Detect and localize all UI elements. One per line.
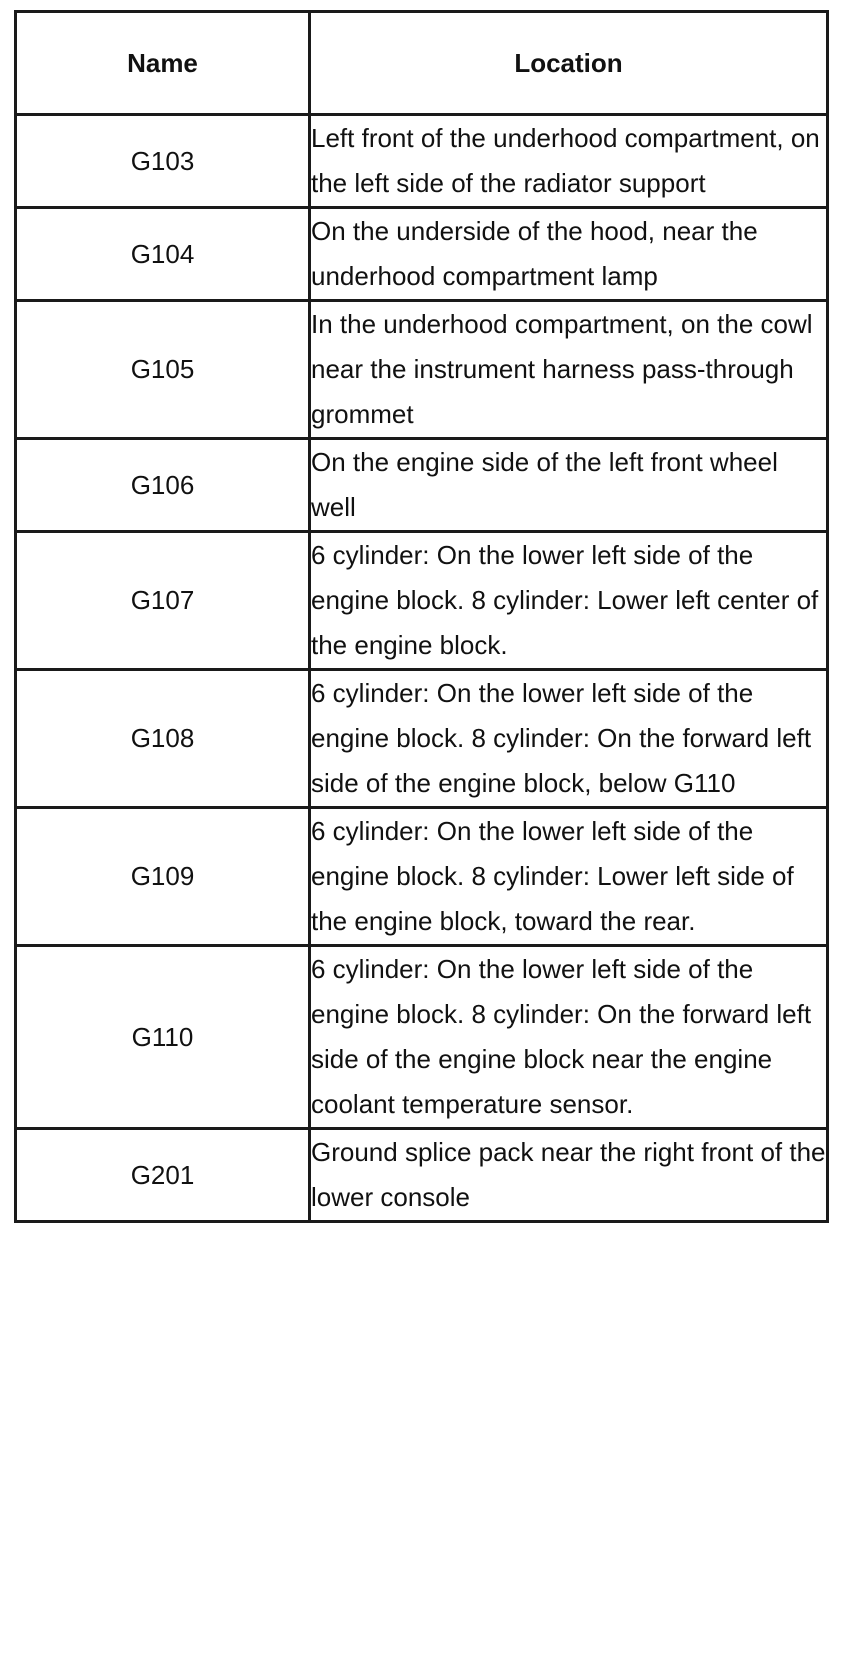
ground-location-cell: 6 cylinder: On the lower left side of the engine block. 8 cylinder: Lower left center of the engine block. (310, 532, 828, 670)
ground-location-cell: Ground splice pack near the right front of the lower console (310, 1129, 828, 1222)
ground-location-cell: In the underhood compartment, on the cowl near the instrument harness pass-through grommet (310, 301, 828, 439)
ground-location-table (14, 10, 829, 1223)
ground-name-cell: G110 (16, 946, 310, 1129)
ground-name-cell: G106 (16, 439, 310, 532)
table-row (16, 946, 828, 1129)
table-row (16, 208, 828, 301)
table-row (16, 115, 828, 208)
table-row (16, 532, 828, 670)
ground-name-cell: G107 (16, 532, 310, 670)
ground-location-cell: 6 cylinder: On the lower left side of the engine block. 8 cylinder: Lower left side of the engine block, toward the rear. (310, 808, 828, 946)
table-row (16, 670, 828, 808)
table-row (16, 1129, 828, 1222)
table-row (16, 808, 828, 946)
ground-location-cell: On the engine side of the left front wheel well (310, 439, 828, 532)
ground-name-cell: G201 (16, 1129, 310, 1222)
ground-location-cell: 6 cylinder: On the lower left side of the engine block. 8 cylinder: On the forward left side of the engine block, below G110 (310, 670, 828, 808)
ground-name-cell: G105 (16, 301, 310, 439)
ground-name-cell: G104 (16, 208, 310, 301)
ground-location-cell: 6 cylinder: On the lower left side of the engine block. 8 cylinder: On the forward left side of the engine block near the engine coolant temperature sensor. (310, 946, 828, 1129)
table-row (16, 301, 828, 439)
header-location: Location (310, 12, 828, 115)
header-name: Name (16, 12, 310, 115)
ground-location-cell: Left front of the underhood compartment, on the left side of the radiator support (310, 115, 828, 208)
ground-location-cell: On the underside of the hood, near the underhood compartment lamp (310, 208, 828, 301)
table-row (16, 439, 828, 532)
ground-name-cell: G109 (16, 808, 310, 946)
ground-name-cell: G103 (16, 115, 310, 208)
ground-name-cell: G108 (16, 670, 310, 808)
table-header-row (16, 12, 828, 115)
